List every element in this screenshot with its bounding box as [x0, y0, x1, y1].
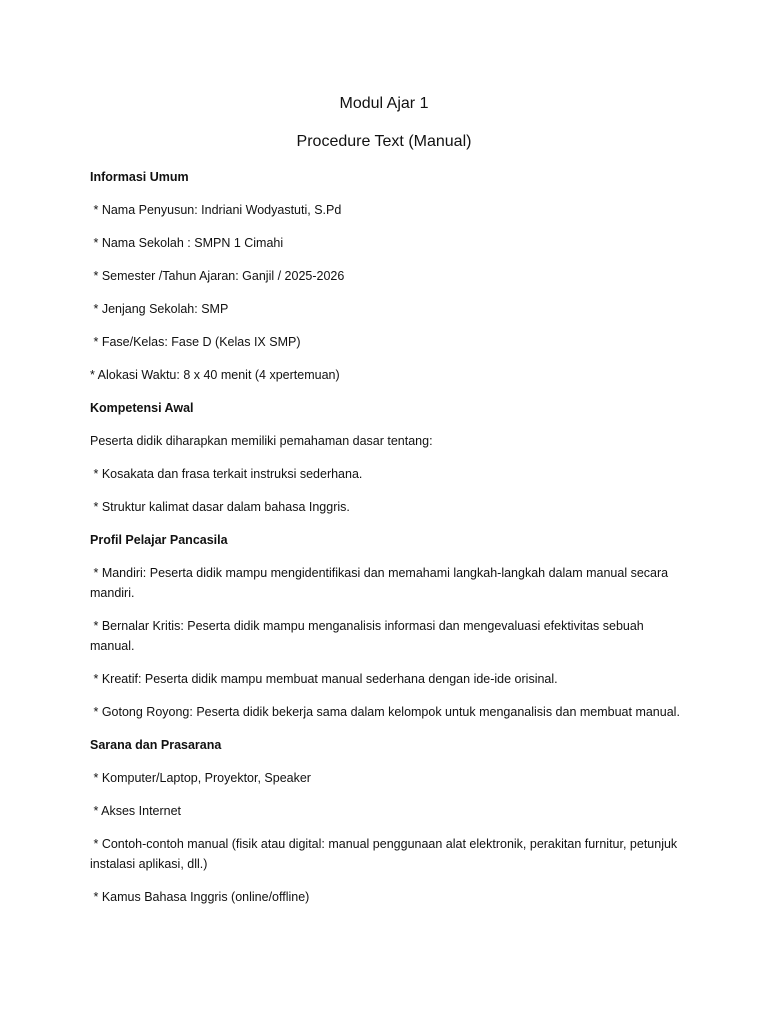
list-item-gotong-royong: * Gotong Royong: Peserta didik bekerja sama dalam kelompok untuk menganalisis dan membuat manual.: [90, 705, 680, 719]
list-item-akses-internet: * Akses Internet: [90, 804, 182, 818]
document-title: Modul Ajar 1: [339, 95, 429, 112]
list-item-bernalar-kritis: * Bernalar Kritis: Peserta didik mampu menganalisis informasi dan mengevaluasi efektivitas sebuah manual.: [90, 619, 648, 653]
section-heading-kompetensi-awal: Kompetensi Awal: [90, 401, 194, 415]
list-item-contoh-manual: * Contoh-contoh manual (fisik atau digital: manual penggunaan alat elektronik, perakitan furnitur, petunjuk instalasi aplikasi, dll.): [90, 837, 681, 871]
section-heading-sarana-prasarana: Sarana dan Prasarana: [90, 738, 222, 752]
list-item-komputer: * Komputer/Laptop, Proyektor, Speaker: [90, 771, 311, 785]
list-item-kreatif: * Kreatif: Peserta didik mampu membuat manual sederhana dengan ide-ide orisinal.: [90, 672, 558, 686]
document-subtitle: Procedure Text (Manual): [296, 133, 472, 150]
list-item-struktur-kalimat: * Struktur kalimat dasar dalam bahasa Inggris.: [90, 500, 350, 514]
document-body: [90, 92, 690, 920]
list-item-nama-sekolah: * Nama Sekolah : SMPN 1 Cimahi: [90, 236, 284, 250]
list-item-fase-kelas: * Fase/Kelas: Fase D (Kelas IX SMP): [90, 335, 301, 349]
list-item-alokasi-waktu: * Alokasi Waktu: 8 x 40 menit (4 xpertemuan): [90, 368, 340, 382]
list-item-semester: * Semester /Tahun Ajaran: Ganjil / 2025-2026: [90, 269, 345, 283]
list-item-kosakata: * Kosakata dan frasa terkait instruksi sederhana.: [90, 467, 363, 481]
list-item-mandiri: * Mandiri: Peserta didik mampu mengidentifikasi dan memahami langkah-langkah dalam manual secara mandiri.: [90, 566, 672, 600]
section-heading-profil-pelajar: Profil Pelajar Pancasila: [90, 533, 228, 547]
section-heading-informasi-umum: Informasi Umum: [90, 170, 189, 184]
list-item-kamus: * Kamus Bahasa Inggris (online/offline): [90, 890, 310, 904]
list-item-jenjang-sekolah: * Jenjang Sekolah: SMP: [90, 302, 229, 316]
list-item-nama-penyusun: * Nama Penyusun: Indriani Wodyastuti, S.Pd: [90, 203, 342, 217]
section-intro-kompetensi-awal: Peserta didik diharapkan memiliki pemahaman dasar tentang:: [90, 434, 433, 448]
